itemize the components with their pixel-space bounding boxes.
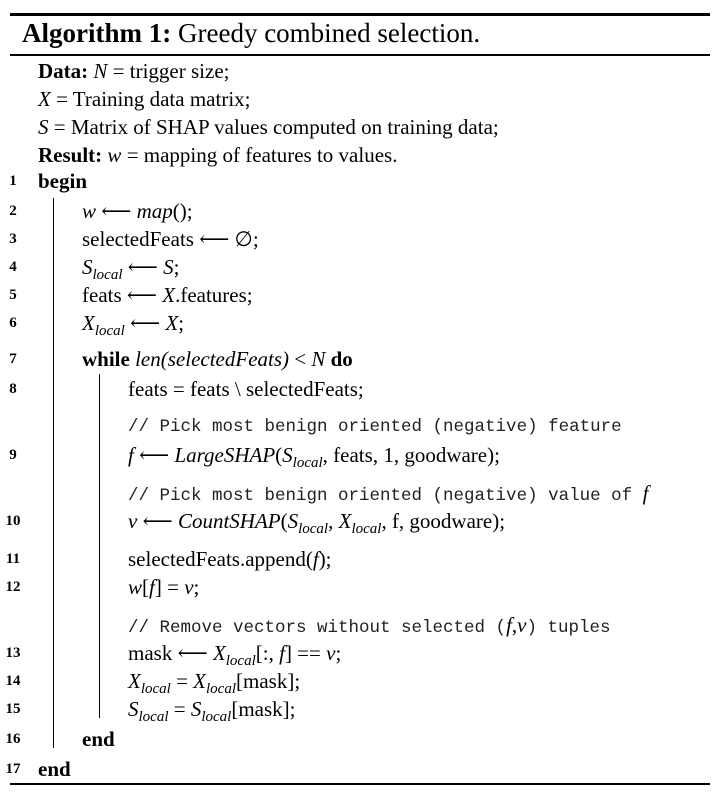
code-line-15: [0, 696, 720, 725]
line-number: 6: [9, 315, 17, 331]
code-text: feats ⟵ X.features;: [82, 283, 253, 307]
line-number: 9: [9, 447, 17, 463]
line-number: 15: [5, 701, 21, 717]
comment-line: [0, 480, 720, 506]
code-line-16: [0, 726, 720, 752]
line-number: 5: [9, 287, 17, 303]
code-line-4: [0, 254, 720, 283]
line-number: 8: [9, 381, 17, 397]
code-line-6: [0, 310, 720, 339]
code-text: feats = feats \ selectedFeats;: [128, 377, 364, 401]
bottom-rule: [10, 783, 710, 785]
code-line-11: [0, 546, 720, 572]
begin-keyword: begin: [38, 169, 88, 193]
line-number: 1: [9, 173, 17, 189]
code-line-9: [0, 442, 720, 471]
comment-line: [0, 612, 720, 638]
code-line-17: [0, 756, 720, 782]
code-text: $S_{local}$ ⟵ S;: [82, 255, 180, 283]
code-text: w[f] = v;: [128, 575, 200, 599]
code-line-3: [0, 226, 720, 252]
title-rule: [10, 54, 710, 56]
code-line-12: [0, 574, 720, 600]
algorithm-title: Algorithm 1: Greedy combined selection.: [22, 18, 481, 48]
code-text: selectedFeats ⟵ ∅;: [82, 227, 259, 251]
code-text: f ⟵ $LargeSHAP(S_{local}$, feats, 1, goodware);: [128, 443, 500, 471]
line-number: 3: [9, 231, 17, 247]
code-text: w ⟵ map();: [82, 199, 193, 223]
line-number: 17: [5, 761, 21, 777]
line-number: 13: [5, 645, 21, 661]
code-line-5: [0, 282, 720, 308]
code-line-7: [0, 346, 720, 372]
end-keyword: end: [82, 727, 115, 751]
comment-text: // Remove vectors without selected (f,v) tuples: [128, 613, 611, 638]
end-keyword: end: [38, 757, 71, 781]
s-definition: S = Matrix of SHAP values computed on training data;: [38, 115, 499, 139]
code-line-2: [0, 198, 720, 224]
comment-line: [0, 414, 720, 440]
code-text: while len(selectedFeats) < N do: [82, 347, 353, 371]
code-text: selectedFeats.append(f);: [128, 547, 332, 571]
data-line: Data: N = trigger size;: [38, 59, 230, 83]
code-text: $X_{local}$ = $X_{local}[mask]$;: [128, 669, 301, 697]
code-text: mask ⟵ $X_{local}$[:, f] == v;: [128, 641, 342, 669]
code-line-14: [0, 668, 720, 697]
code-line-8: [0, 376, 720, 402]
line-number: 2: [9, 203, 17, 219]
code-line-1: [0, 168, 720, 194]
result-line: Result: w = mapping of features to values.: [38, 143, 398, 167]
line-number: 4: [9, 259, 17, 275]
code-text: v ⟵ $CountSHAP(S_{local}$, $X_{local}$, f, goodware);: [128, 509, 506, 537]
x-definition: X = Training data matrix;: [38, 87, 251, 111]
code-line-10: [0, 508, 720, 537]
comment-text: // Pick most benign oriented (negative) value of f: [128, 481, 649, 506]
line-number: 14: [5, 673, 21, 689]
code-text: $S_{local}$ = $S_{local}[mask]$;: [128, 697, 296, 725]
code-text: $X_{local}$ ⟵ X;: [82, 311, 185, 339]
line-number: 7: [9, 351, 17, 367]
line-number: 16: [5, 731, 21, 747]
line-number: 12: [5, 579, 21, 595]
line-number: 10: [5, 513, 21, 529]
comment-text: // Pick most benign oriented (negative) feature: [128, 417, 622, 437]
line-number: 11: [5, 551, 21, 567]
code-line-13: [0, 640, 720, 669]
